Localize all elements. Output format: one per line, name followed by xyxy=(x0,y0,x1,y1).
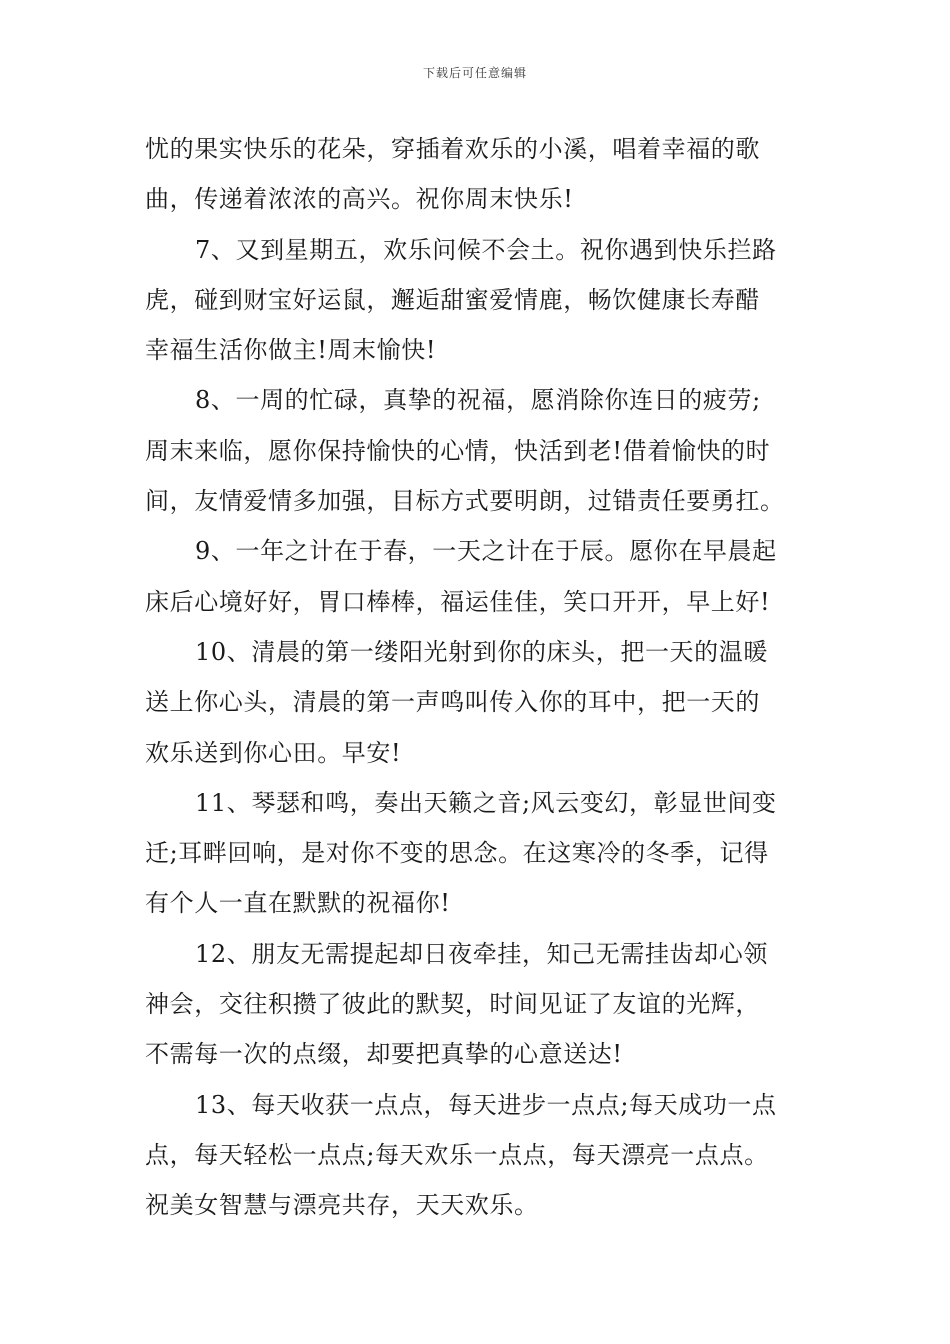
paragraph-item-10 xyxy=(145,627,810,778)
text-line: 9、一年之计在于春，一天之计在于辰。愿你在早晨起 xyxy=(195,537,777,566)
page-header: 下载后可任意编辑 xyxy=(422,66,527,80)
text-line: 12、朋友无需提起却日夜牵挂，知己无需挂齿却心领 xyxy=(195,939,768,968)
paragraph-continued xyxy=(145,124,810,225)
paragraph-item-8 xyxy=(145,375,810,526)
text-line: 祝美女智慧与漂亮共存，天天欢乐。 xyxy=(145,1191,539,1220)
text-line: 神会，交往积攒了彼此的默契，时间见证了友谊的光辉， xyxy=(145,990,760,1019)
text-line: 8、一周的忙碌，真挚的祝福，愿消除你连日的疲劳; xyxy=(195,386,761,415)
text-line: 点，每天轻松一点点;每天欢乐一点点，每天漂亮一点点。 xyxy=(145,1140,769,1169)
text-line: 迁;耳畔回响，是对你不变的思念。在这寒冷的冬季，记得 xyxy=(145,839,769,868)
text-line: 有个人一直在默默的祝福你! xyxy=(145,889,451,918)
text-line: 虎，碰到财宝好运鼠，邂逅甜蜜爱情鹿，畅饮健康长寿醋 xyxy=(145,285,760,314)
paragraph-item-9 xyxy=(145,526,810,627)
paragraph-item-11 xyxy=(145,778,810,929)
text-line: 不需每一次的点缀，却要把真挚的心意送达! xyxy=(145,1040,623,1069)
text-line: 床后心境好好，胃口棒棒，福运佳佳，笑口开开，早上好! xyxy=(145,587,771,616)
text-line: 忧的果实快乐的花朵，穿插着欢乐的小溪，唱着幸福的歌 xyxy=(145,135,760,163)
text-line: 幸福生活你做主!周末愉快! xyxy=(145,336,437,365)
text-line: 曲，传递着浓浓的高兴。祝你周末快乐! xyxy=(145,185,574,214)
text-line: 欢乐送到你心田。早安! xyxy=(145,738,402,767)
paragraph-item-13 xyxy=(145,1080,810,1231)
text-line: 10、清晨的第一缕阳光射到你的床头，把一天的温暖 xyxy=(195,637,768,666)
text-line: 7、又到星期五，欢乐问候不会土。祝你遇到快乐拦路 xyxy=(195,235,777,264)
text-line: 间，友情爱情多加强，目标方式要明朗，过错责任要勇扛。 xyxy=(145,487,785,516)
paragraph-item-7 xyxy=(145,225,810,376)
paragraph-item-12 xyxy=(145,929,810,1080)
text-line: 13、每天收获一点点，每天进步一点点;每天成功一点 xyxy=(195,1090,777,1119)
document-body xyxy=(145,124,810,1231)
text-line: 11、琴瑟和鸣，奏出天籁之音;风云变幻，彰显世间变 xyxy=(195,788,777,817)
text-line: 送上你心头，清晨的第一声鸣叫传入你的耳中，把一天的 xyxy=(145,688,760,717)
text-line: 周末来临，愿你保持愉快的心情，快活到老!借着愉快的时 xyxy=(145,436,771,465)
